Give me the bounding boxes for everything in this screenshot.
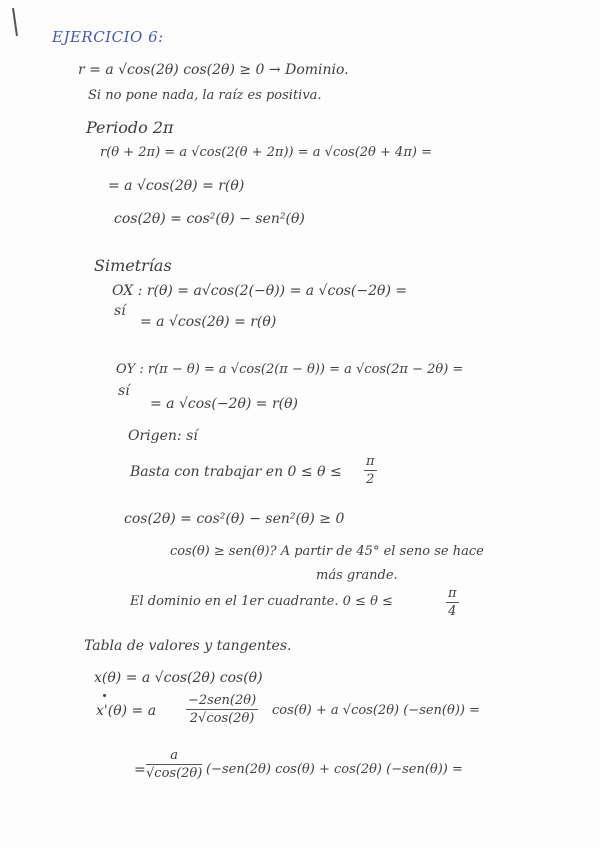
- fraction-pi-over-2: [364, 454, 377, 487]
- equation-line-1: r = a √cos(2θ) cos(2θ) ≥ 0 → Dominio.: [78, 62, 349, 78]
- equation-line-8: OX : r(θ) = a√cos(2(−θ)) = a √cos(−2θ) =: [112, 283, 408, 299]
- equation-line-23-right: (−sen(2θ) cos(θ) + cos(2θ) (−sen(θ)) =: [206, 762, 463, 777]
- section-period: Periodo 2π: [86, 118, 174, 137]
- fraction-numerator: a: [146, 748, 202, 765]
- margin-pen-stroke: [12, 8, 18, 36]
- fraction-numerator: −2sen(2θ): [188, 693, 257, 708]
- equation-line-22-left: x'(θ) = a: [96, 703, 157, 719]
- fraction-numerator: π: [448, 586, 457, 601]
- exercise-title: EJERCICIO 6:: [52, 28, 164, 46]
- origin-symmetry: Origen: sí: [128, 428, 198, 444]
- answer-si-ox: sí: [114, 303, 126, 319]
- fraction-denominator: 4: [448, 604, 457, 619]
- equation-line-5: = a √cos(2θ) = r(θ): [108, 178, 245, 194]
- section-values-table: Tabla de valores y tangentes.: [84, 638, 292, 654]
- answer-si-oy: sí: [118, 383, 130, 399]
- equation-line-21: x(θ) = a √cos(2θ) cos(θ): [94, 670, 263, 686]
- derivative-dot: [103, 694, 106, 697]
- equation-line-16: cos(2θ) = cos²(θ) − sen²(θ) ≥ 0: [124, 511, 345, 527]
- equation-line-23-left: =: [134, 762, 146, 778]
- fraction-numerator: π: [366, 454, 375, 469]
- fraction-derivative: [186, 693, 258, 726]
- domain-line: El dominio en el 1er cuadrante. 0 ≤ θ ≤: [130, 594, 393, 609]
- equation-line-10: = a √cos(2θ) = r(θ): [140, 314, 277, 330]
- work-range-line: Basta con trabajar en 0 ≤ θ ≤: [130, 464, 342, 480]
- fraction-pi-over-4: [446, 586, 459, 619]
- equation-line-6: cos(2θ) = cos²(θ) − sen²(θ): [114, 211, 305, 227]
- note-line-18: más grande.: [316, 568, 398, 583]
- fraction-denominator: 2√cos(2θ): [189, 711, 255, 726]
- equation-line-22-right: cos(θ) + a √cos(2θ) (−sen(θ)) =: [272, 703, 480, 718]
- equation-line-4: r(θ + 2π) = a √cos(2(θ + 2π)) = a √cos(2θ + 4π) =: [100, 145, 432, 160]
- section-symmetries: Simetrías: [94, 256, 172, 275]
- equation-line-11: OY : r(π − θ) = a √cos(2(π − θ)) = a √cos(2π − 2θ) =: [116, 362, 464, 377]
- fraction-denominator: 2: [366, 472, 375, 487]
- equation-line-13: = a √cos(−2θ) = r(θ): [150, 396, 299, 412]
- fraction-denominator: √cos(2θ): [146, 766, 203, 781]
- note-line-17: cos(θ) ≥ sen(θ)? A partir de 45° el seno se hace: [170, 544, 484, 559]
- fraction-a-over-root: [146, 748, 202, 781]
- note-line-2: Si no pone nada, la raíz es positiva.: [88, 88, 322, 103]
